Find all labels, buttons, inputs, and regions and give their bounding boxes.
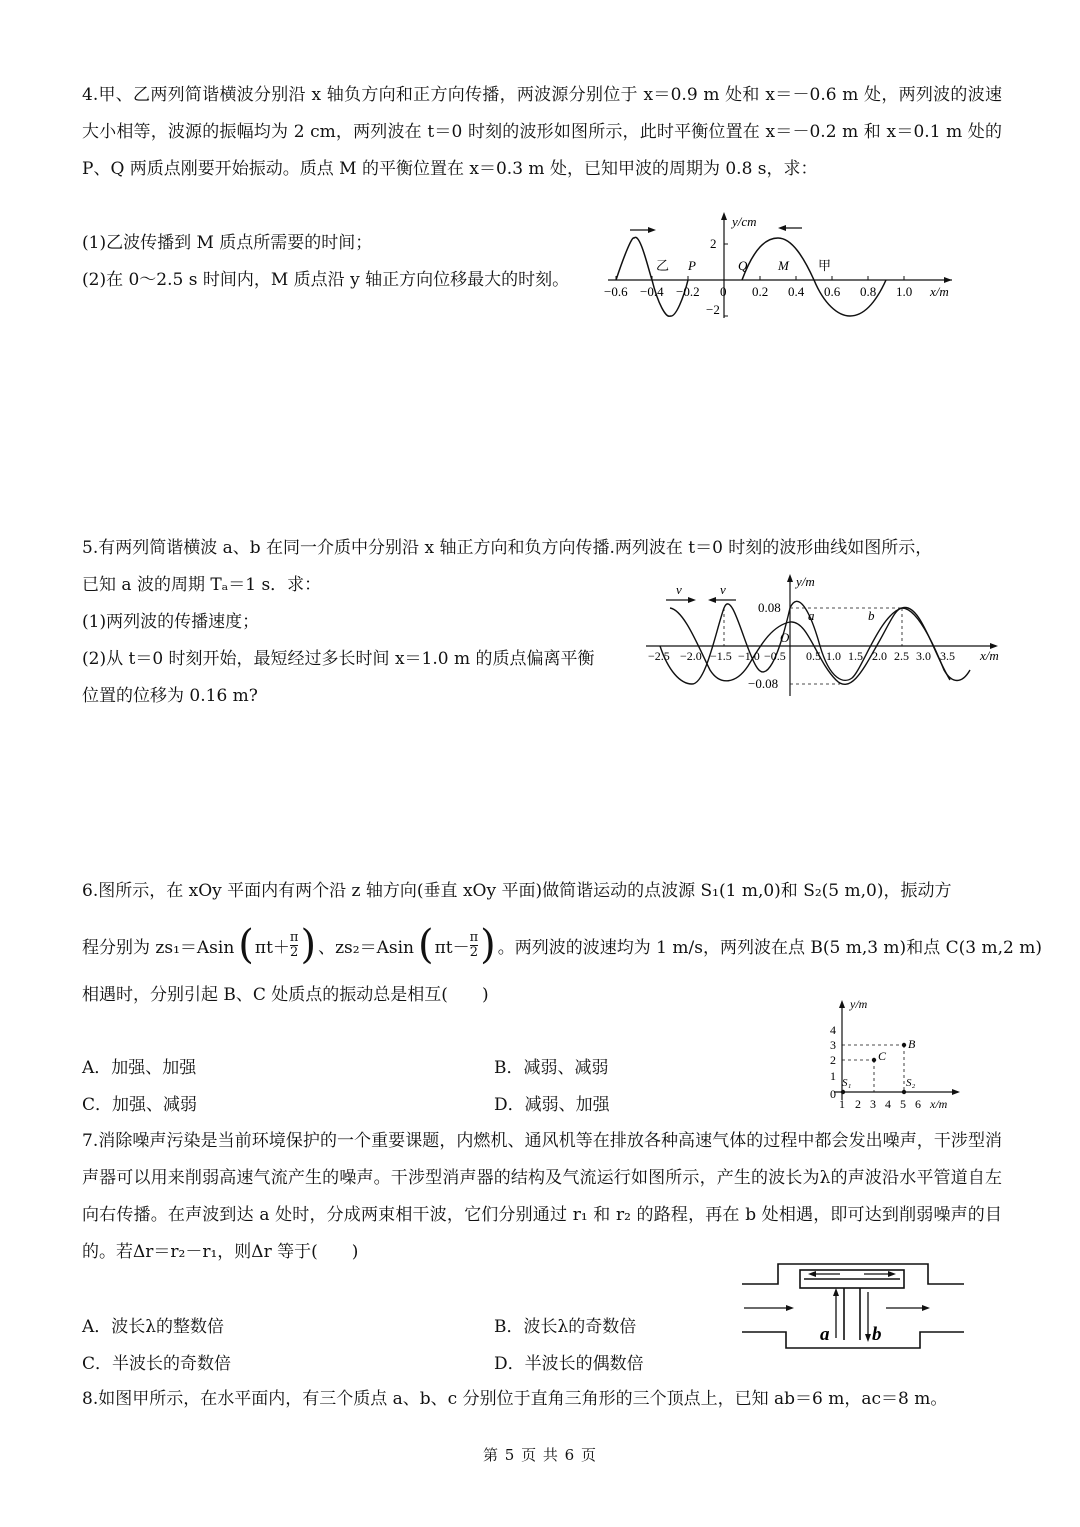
q6-equation-line [82, 922, 1042, 968]
q6-paren-close: ) [300, 922, 317, 968]
q5-wave-figure [640, 570, 1005, 700]
q6-frac-1: $\frac{\pi}{2}$ [289, 929, 299, 960]
q4-xlabel: x/m [930, 284, 949, 299]
q6-ytick: 2 [830, 1053, 836, 1067]
q4-label-yi: 乙 [656, 258, 670, 273]
q6-option-a[interactable]: A．加强、加强 [82, 1058, 197, 1078]
q6-label-s2: S₂ [906, 1077, 916, 1089]
q5-y-pos: 0.08 [758, 600, 781, 615]
q6-stem: 6.图所示，在 xOy 平面内有两个沿 z 轴方向(垂直 xOy 平面)做简谐运动的点波源 S₁(1 m,0)和 S₂(5 m,0)，振动方 [82, 881, 952, 901]
q7-muffler-figure [740, 1262, 966, 1352]
q5-stem: 5.有两列简谐横波 a、b 在同一介质中分别沿 x 轴正方向和负方向传播.两列波在 t＝0 时刻的波形曲线如图所示， [82, 538, 933, 558]
q4-stem: 4.甲、乙两列简谐横波分别沿 x 轴负方向和正方向传播，两波源分别位于 x＝0.9 m 处和 x＝－0.6 m 处，两列波的波速大小相等，波源的振幅均为 2 cm，两列波在 t＝0 时刻的波形如图所示，此时平衡位置在 x＝－0.2 m 和 x＝0.1 m 处的 P、Q 两质点刚要开始振动。质点 M 的平衡位置在 x＝0.3 m 处，已知甲波的周期为 0.8 s，求： [82, 85, 1002, 179]
q7-option-c[interactable]: C．半波长的奇数倍 [82, 1354, 232, 1374]
q5-xtick: 0.5 [806, 649, 821, 663]
q4-xtick: −0.4 [640, 284, 664, 299]
q5-line2: 已知 a 波的周期 Tₐ＝1 s．求： [82, 575, 322, 595]
q5-xtick: 2.5 [894, 649, 909, 663]
q4-xtick: 0.4 [788, 284, 805, 299]
q7-label-a: a [820, 1324, 830, 1345]
q6-origin: 0 [830, 1087, 836, 1101]
q6-xtick: 5 [900, 1097, 906, 1111]
q7-stem: 7.消除噪声污染是当前环境保护的一个重要课题，内燃机、通风机等在排放各种高速气体的过程中都会发出噪声，干涉型消声器可以用来削弱高速气流产生的噪声。干涉型消声器的结构及气流运行如图所示，产生的波长为λ的声波沿水平管道自左向右传播。在声波到达 a 处时，分成两束相干波，它们分别通过 r₁ 和 r₂ 的路程，再在 b 处相遇，即可达到削弱噪声的目的。若Δr＝r₂－r₁，则Δr 等于( ) [82, 1131, 1002, 1262]
q5-label-v1: v [676, 582, 682, 597]
q6-coordinate-figure [808, 996, 968, 1112]
q5-xtick: −0.5 [764, 649, 786, 663]
q5-xlabel: x/m [980, 648, 999, 663]
page-footer: 第 5 页 共 6 页 [483, 1446, 597, 1464]
q4-ylabel: y/cm [732, 214, 757, 229]
q6-option-b[interactable]: B．减弱、减弱 [494, 1058, 609, 1078]
q4-wave-figure [596, 208, 966, 323]
q5-label-v2: v [720, 582, 726, 597]
q4-y-pos: 2 [710, 236, 717, 251]
q5-xtick: 1.0 [826, 649, 841, 663]
q5-sub1: (1)两列波的传播速度； [82, 612, 260, 632]
q4-origin: 0 [720, 284, 727, 299]
q4-xtick: 1.0 [896, 284, 913, 299]
q7-label-b: b [872, 1324, 882, 1345]
q5-ylabel: y/m [796, 574, 815, 589]
q5-xtick: −1.0 [738, 649, 760, 663]
q7-option-d[interactable]: D．半波长的偶数倍 [494, 1354, 644, 1374]
q5-xtick: 1.5 [848, 649, 863, 663]
q5-sub2b: 位置的位移为 0.16 m? [82, 686, 258, 706]
q5-xtick: −2.5 [648, 649, 670, 663]
q4-y-neg: −2 [706, 302, 720, 317]
q6-label-b: B [908, 1037, 916, 1051]
q6-eq-mid: 、zs₂＝Asin [318, 937, 414, 958]
q6-option-c[interactable]: C．加强、减弱 [82, 1095, 198, 1115]
q8-stem: 8.如图甲所示，在水平面内，有三个质点 a、b、c 分别位于直角三角形的三个顶点上，已知 ab＝6 m，ac＝8 m。 [82, 1389, 948, 1409]
q7-option-a[interactable]: A．波长λ的整数倍 [82, 1317, 225, 1337]
q4-label-q: Q [738, 258, 748, 273]
q5-origin: O [780, 630, 790, 645]
q5-sub2a: (2)从 t＝0 时刻开始，最短经过多长时间 x＝1.0 m 的质点偏离平衡 [82, 649, 595, 669]
q6-xtick: 1 [839, 1097, 845, 1111]
q6-ytick: 4 [830, 1023, 836, 1037]
q4-xtick: 0.2 [752, 284, 769, 299]
q4-xtick: 0.6 [824, 284, 841, 299]
q6-paren-close: ) [480, 922, 496, 968]
q6-xtick: 2 [855, 1097, 861, 1111]
q6-xtick: 4 [885, 1097, 891, 1111]
q4-sub1: (1)乙波传播到 M 质点所需要的时间； [82, 233, 373, 253]
q7-option-b[interactable]: B．波长λ的奇数倍 [494, 1317, 637, 1337]
q5-y-neg: −0.08 [748, 676, 779, 691]
q5-label-a: a [808, 608, 815, 623]
q6-label-s1: S₁ [842, 1077, 852, 1089]
q5-label-b: b [868, 608, 875, 623]
q6-label-c: C [878, 1049, 887, 1063]
q6-xtick: 3 [870, 1097, 876, 1111]
q4-xtick: −0.2 [676, 284, 700, 299]
q6-eq-suffix: 。两列波的波速均为 1 m/s，两列波在点 B(5 m,3 m)和点 C(3 m,2 m) [497, 937, 1042, 958]
q6-xlabel: x/m [930, 1097, 948, 1111]
q4-xtick: 0.8 [860, 284, 877, 299]
q6-xtick: 6 [915, 1097, 921, 1111]
q6-option-d[interactable]: D．减弱、加强 [494, 1095, 610, 1115]
q6-ylabel: y/m [850, 997, 868, 1011]
q4-xtick: −0.6 [604, 284, 628, 299]
q6-eq-prefix: 程分别为 zs₁＝Asin [82, 937, 235, 958]
q6-line3: 相遇时，分别引起 B、C 处质点的振动总是相互( ) [82, 985, 489, 1005]
q6-paren-open: ( [238, 922, 254, 968]
q5-xtick: 3.5 [940, 649, 955, 663]
q4-label-m: M [778, 258, 789, 273]
q5-xtick: 3.0 [916, 649, 931, 663]
q6-frac-2: $\frac{\pi}{2}$ [469, 929, 479, 960]
q6-ytick: 3 [830, 1038, 836, 1052]
q5-xtick: −2.0 [680, 649, 702, 663]
q6-paren-open: ( [417, 922, 434, 968]
q6-eq1-inner: πt＋ [254, 937, 290, 958]
q6-eq2-inner: πt－ [434, 937, 470, 958]
q6-ytick: 1 [830, 1069, 836, 1083]
q4-label-jia: 甲 [818, 258, 832, 273]
q5-xtick: −1.5 [710, 649, 732, 663]
q4-label-p: P [688, 258, 696, 273]
q4-sub2: (2)在 0～2.5 s 时间内，M 质点沿 y 轴正方向位移最大的时刻。 [82, 270, 570, 290]
q5-xtick: 2.0 [872, 649, 887, 663]
